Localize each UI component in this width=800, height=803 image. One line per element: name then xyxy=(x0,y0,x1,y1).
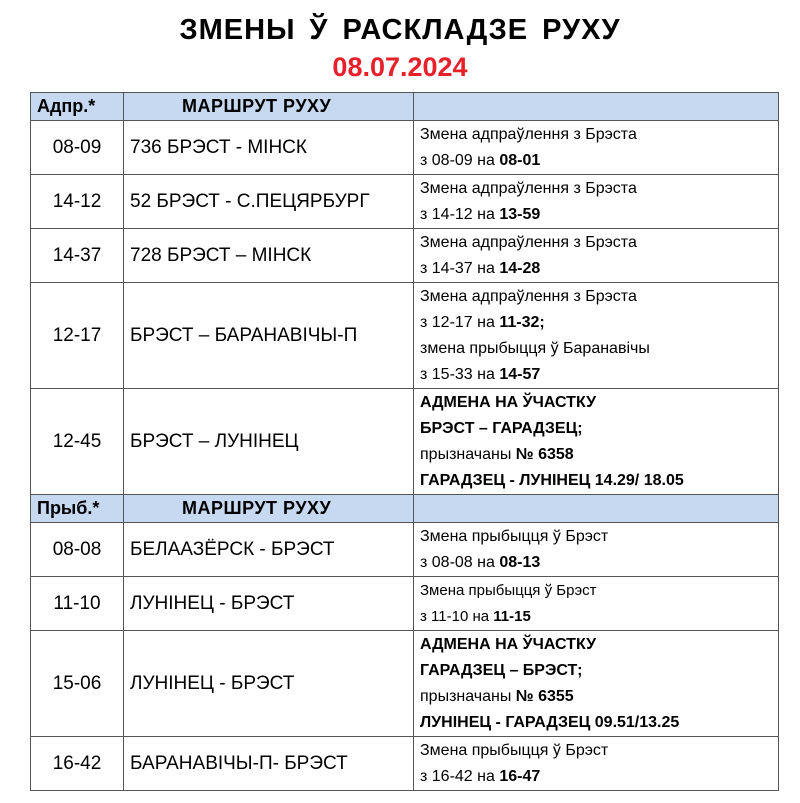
new-time: 11-32; xyxy=(499,313,545,331)
table-row xyxy=(31,737,779,791)
new-time: 16-47 xyxy=(499,767,541,785)
note-line xyxy=(420,550,778,576)
note-text: з 12-17 на xyxy=(420,313,500,331)
note-line: Змена адпраўлення з Брэста xyxy=(420,233,637,251)
note-text: з 14-37 на xyxy=(420,259,500,277)
title-word: РАСКЛАДЗЕ xyxy=(342,14,529,46)
arrivals-time-header: Прыб.* xyxy=(31,495,124,523)
note-line: АДМЕНА НА ЎЧАСТКУ xyxy=(420,635,597,653)
note-line xyxy=(420,362,778,388)
note-line: змена прыбыцця ў Баранавічы xyxy=(420,339,650,357)
note-text: прызначаны xyxy=(420,445,516,463)
title-word: Ў xyxy=(309,14,329,46)
new-time: 14-28 xyxy=(499,259,541,277)
arrivals-header-row xyxy=(31,495,779,523)
note-line: Змена адпраўлення з Брэста xyxy=(420,125,637,143)
note-line xyxy=(420,148,778,174)
note-line xyxy=(420,310,778,336)
note-line xyxy=(420,202,778,228)
note-text: з 15-33 на xyxy=(420,365,500,383)
departures-note-header xyxy=(414,93,779,121)
note-text: з 11-10 на xyxy=(420,607,494,625)
train-number: № 6358 xyxy=(515,445,574,463)
departures-header-row xyxy=(31,93,779,121)
note-line xyxy=(420,764,778,790)
route-name: БРЭСТ – БАРАНАВІЧЫ-П xyxy=(124,283,414,389)
note-line: ЛУНІНЕЦ - ГАРАДЗЕЦ 09.51/13.25 xyxy=(420,713,680,731)
arrivals-note-header xyxy=(414,495,779,523)
departures-route-header: МАРШРУТ РУХУ xyxy=(124,93,414,121)
route-name: БРЭСТ – ЛУНІНЕЦ xyxy=(124,389,414,495)
arrival-time: 11-10 xyxy=(31,577,124,631)
table-row xyxy=(31,577,779,631)
arrival-time: 15-06 xyxy=(31,631,124,737)
table-row xyxy=(31,175,779,229)
departure-time: 14-37 xyxy=(31,229,124,283)
table-row xyxy=(31,631,779,737)
route-name: ЛУНІНЕЦ - БРЭСТ xyxy=(124,631,414,737)
departure-time: 12-45 xyxy=(31,389,124,495)
departure-time: 12-17 xyxy=(31,283,124,389)
note-text: з 14-12 на xyxy=(420,205,500,223)
route-name: БЕЛААЗЁРСК - БРЭСТ xyxy=(124,523,414,577)
note-text: з 08-08 на xyxy=(420,553,500,571)
title-word: РУХУ xyxy=(542,14,621,46)
change-note xyxy=(414,577,779,631)
note-text: з 08-09 на xyxy=(420,151,500,169)
page-title xyxy=(0,12,800,48)
note-text: з 16-42 на xyxy=(420,767,500,785)
note-line: Змена прыбыцця ў Брэст xyxy=(420,527,609,545)
note-line: БРЭСТ – ГАРАДЗЕЦ; xyxy=(420,419,583,437)
new-time: 13-59 xyxy=(499,205,541,223)
schedule-date: 08.07.2024 xyxy=(332,52,468,82)
table-row xyxy=(31,389,779,495)
new-time: 08-01 xyxy=(499,151,541,169)
note-line: Змена адпраўлення з Брэста xyxy=(420,287,637,305)
change-note xyxy=(414,121,779,175)
note-line: ГАРАДЗЕЦ - ЛУНІНЕЦ 14.29/ 18.05 xyxy=(420,471,684,489)
table-row xyxy=(31,523,779,577)
arrivals-route-header: МАРШРУТ РУХУ xyxy=(124,495,414,523)
route-name: ЛУНІНЕЦ - БРЭСТ xyxy=(124,577,414,631)
change-note xyxy=(414,523,779,577)
new-time: 08-13 xyxy=(499,553,541,571)
arrival-time: 16-42 xyxy=(31,737,124,791)
table-row xyxy=(31,121,779,175)
change-note xyxy=(414,737,779,791)
train-number: № 6355 xyxy=(515,687,574,705)
route-name: 52 БРЭСТ - С.ПЕЦЯРБУРГ xyxy=(124,175,414,229)
table-row xyxy=(31,283,779,389)
arrival-time: 08-08 xyxy=(31,523,124,577)
new-time: 11-15 xyxy=(493,607,531,625)
note-line: ГАРАДЗЕЦ – БРЭСТ; xyxy=(420,661,583,679)
change-note xyxy=(414,631,779,737)
route-name: БАРАНАВІЧЫ-П- БРЭСТ xyxy=(124,737,414,791)
new-time: 14-57 xyxy=(499,365,541,383)
change-note xyxy=(414,283,779,389)
note-line xyxy=(420,684,778,710)
change-note xyxy=(414,389,779,495)
schedule-table xyxy=(30,92,779,791)
note-line xyxy=(420,256,778,282)
departure-time: 14-12 xyxy=(31,175,124,229)
departure-time: 08-09 xyxy=(31,121,124,175)
note-text: прызначаны xyxy=(420,687,516,705)
departures-time-header: Адпр.* xyxy=(31,93,124,121)
table-row xyxy=(31,229,779,283)
note-line: АДМЕНА НА ЎЧАСТКУ xyxy=(420,393,597,411)
note-line: Змена прыбыцця ў Брэст xyxy=(420,741,609,759)
note-line xyxy=(420,604,778,630)
change-note xyxy=(414,175,779,229)
route-name: 728 БРЭСТ – МІНСК xyxy=(124,229,414,283)
change-note xyxy=(414,229,779,283)
route-name: 736 БРЭСТ - МІНСК xyxy=(124,121,414,175)
note-line: Змена адпраўлення з Брэста xyxy=(420,179,637,197)
note-line xyxy=(420,442,778,468)
title-word: ЗМЕНЫ xyxy=(179,14,296,46)
note-line: Змена прыбыцця ў Брэст xyxy=(420,581,597,599)
